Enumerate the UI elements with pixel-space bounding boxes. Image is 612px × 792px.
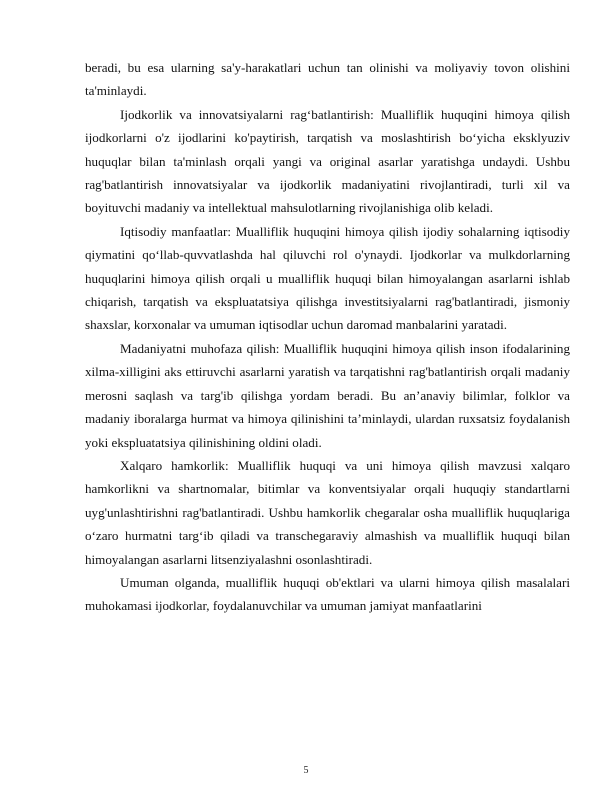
paragraph-economic-benefits: Iqtisodiy manfaatlar: Mualliflik huquqini himoya qilish ijodiy sohalarning iqtisodiy qiymatini qo‘llab-quvvatlashda hal qiluvchi rol o'ynaydi. Ijodkorlar va mulkdorlarning huquqlarini himoya qilish orqali u mualliflik huquqi bilan himoyalangan asarlarni ishlab chiqarish, tarqatish va ekspluatatsiya qilishga investitsiyalarni rag'batlantiradi, jismoniy shaxslar, korxonalar va umuman iqtisodlar uchun daromad manbalarini yaratadi. xyxy=(85,223,570,333)
paragraph-cultural-protection: Madaniyatni muhofaza qilish: Mualliflik huquqini himoya qilish inson ifodalarining xilma-xilligini aks ettiruvchi asarlarni yaratish va tarqatishni rag'batlantirish orqali madaniy merosni saqlash va targ'ib qilishga yordam beradi. Bu an’anaviy bilimlar, folklor va madaniy iboralarga hurmat va himoya qilinishini ta’minlaydi, ulardan ruxsatsiz foydalanish yoki ekspluatatsiya qilinishining oldini oladi. xyxy=(85,340,570,450)
body-text xyxy=(85,56,570,618)
paragraph-international-cooperation: Xalqaro hamkorlik: Mualliflik huquqi va uni himoya qilish mavzusi xalqaro hamkorlikni va shartnomalar, bitimlar va konventsiyalar orqali huquqiy standartlarni uyg'unlashtirishni rag'batlantiradi. Ushbu hamkorlik chegaralar osha mualliflik huquqlariga o‘zaro hurmatni targ‘ib qiladi va transchegaraviy almashish va mualliflik huquqi bilan himoyalangan asarlarni litsenziyalashni osonlashtiradi. xyxy=(85,457,570,567)
paragraph-continuation: beradi, bu esa ularning sa'y-harakatlari uchun tan olinishi va moliyaviy tovon olishini ta'minlaydi. xyxy=(85,60,570,99)
paragraph-summary: Umuman olganda, mualliflik huquqi ob'ektlari va ularni himoya qilish masalalari muhokamasi ijodkorlar, foydalanuvchilar va umuman jamiyat manfaatlarini xyxy=(85,574,570,614)
page-number: 5 xyxy=(303,765,309,776)
paragraph-creativity-incentive: Ijodkorlik va innovatsiyalarni rag‘batlantirish: Mualliflik huquqini himoya qilish ijodkorlarni o'z ijodlarini ko'paytirish, tarqatish va moslashtirish bo‘yicha eksklyuziv huquqlar bilan ta'minlash orqali yangi va original asarlar yaratishga undaydi. Ushbu rag'batlantirish innovatsiyalar va ijodkorlik madaniyatini rivojlantiradi, turli xil va boyituvchi madaniy va intellektual mahsulotlarning rivojlanishiga olib keladi. xyxy=(85,106,570,216)
